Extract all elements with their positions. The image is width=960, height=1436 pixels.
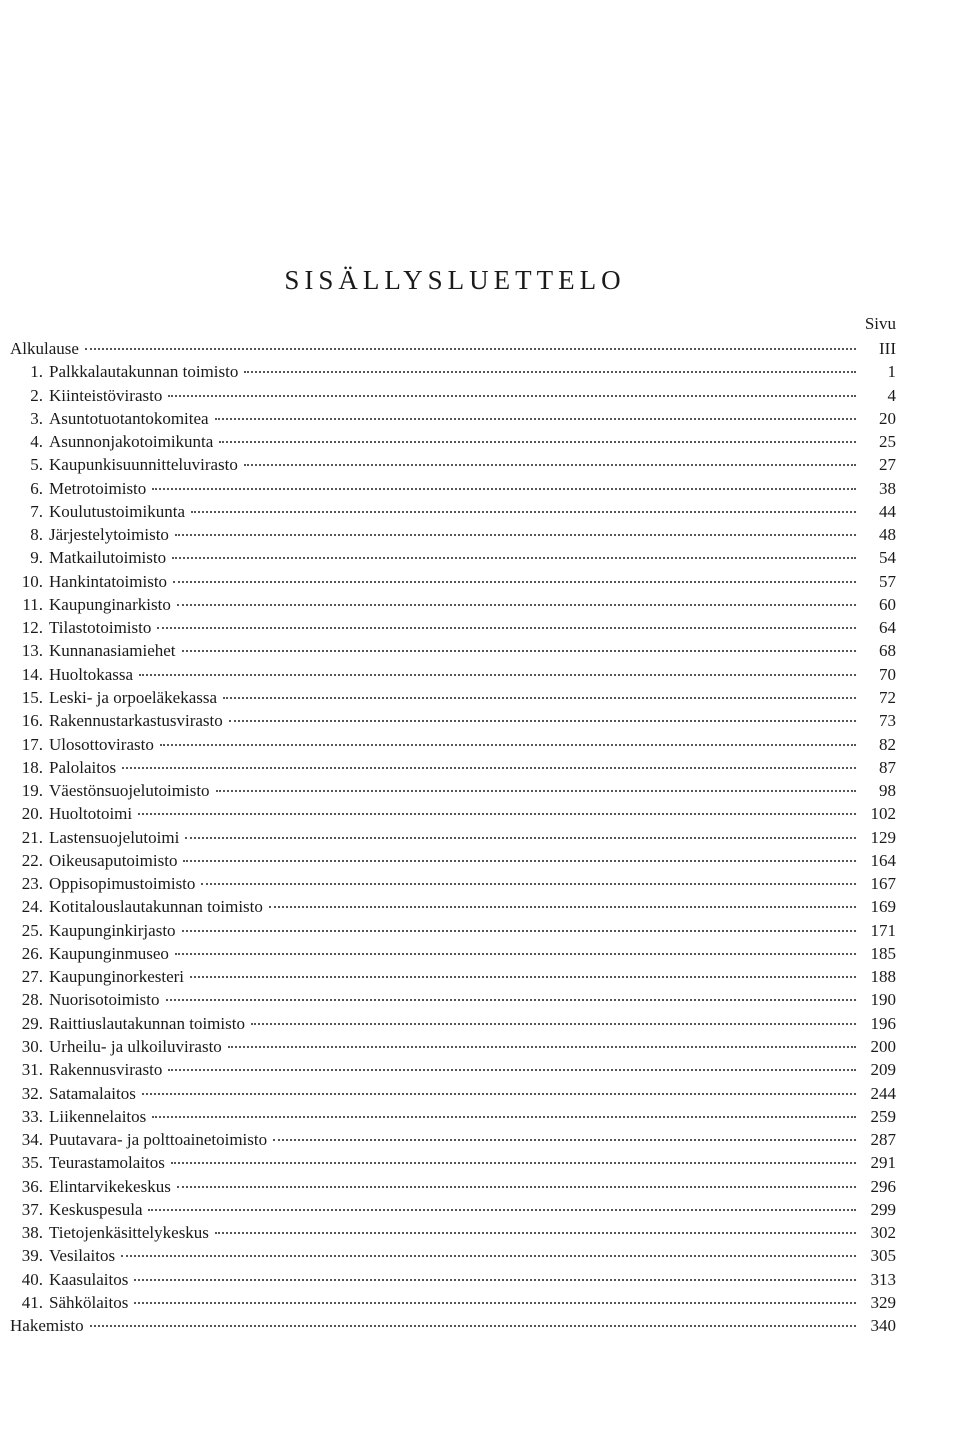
toc-entry-label: Kaasulaitos [49,1269,129,1289]
toc-entry-label: Väestönsuojelutoimisto [49,781,210,801]
dot-leader [201,883,856,885]
dot-leader [152,488,856,490]
toc-entry [10,802,896,825]
toc-entry-page-number: 287 [870,1130,896,1150]
toc-entry-page-number: 296 [870,1176,896,1196]
dot-leader [219,441,856,443]
page-title: SISÄLLYSLUETTELO [284,265,626,295]
dot-leader [183,860,856,862]
toc-entry-number: 29. [21,1013,43,1033]
toc-entry-page-number: 313 [870,1269,896,1289]
toc-entry-label: Oppisopimustoimisto [49,874,196,894]
toc-entry [10,1244,896,1267]
toc-entry [10,430,896,453]
dot-leader [139,674,856,676]
toc-entry-number: 1. [30,362,43,382]
toc-entry-label: Kiinteistövirasto [49,385,163,405]
toc-entry [10,1035,896,1058]
toc-entry-page-number: 64 [879,618,896,638]
toc-entry-label: Huoltotoimi [49,804,133,824]
toc-entry-number: 30. [21,1036,43,1056]
toc-entry-page-number: 329 [870,1292,896,1312]
toc-entry-label: Rakennustarkastusvirasto [49,711,223,731]
toc-entry [10,895,896,918]
toc-entry [10,1012,896,1035]
toc-entry-page-number: 54 [879,548,896,568]
toc-entry-number: 28. [21,990,43,1010]
toc-entry [10,826,896,849]
toc-entry-number: 19. [21,781,43,801]
toc-entry-number: 37. [21,1199,43,1219]
toc-entry-label: Asuntotuotantokomitea [49,408,209,428]
toc-entry-label: Keskuspesula [49,1199,143,1219]
dot-leader [134,1302,856,1304]
toc-entry-number: 8. [30,525,43,545]
toc-entry [10,1105,896,1128]
toc-entry-page-number: III [879,339,896,358]
toc-entry-page-number: 167 [870,874,896,894]
toc-entry [10,709,896,732]
toc-entry-label: Satamalaitos [49,1083,136,1103]
toc-entry-number: 21. [21,827,43,847]
toc-entry-label: Oikeusaputoimisto [49,850,178,870]
toc-entry [10,1291,896,1314]
dot-leader [152,1116,856,1118]
toc-entry-label: Sähkölaitos [49,1292,129,1312]
toc-entry-number: 24. [21,897,43,917]
toc-entry-label: Hankintatoimisto [49,571,168,591]
dot-leader [190,976,856,978]
dot-leader [223,697,856,699]
toc-entry-number: 31. [21,1060,43,1080]
toc-entry-page-number: 87 [879,757,896,777]
toc-entry-label: Lastensuojelutoimi [49,827,180,847]
dot-leader [177,604,856,606]
toc-entry [10,570,896,593]
toc-entry-label: Rakennusvirasto [49,1060,163,1080]
toc-entry [10,593,896,616]
toc-entry-page-number: 185 [870,943,896,963]
toc-entry-page-number: 200 [870,1036,896,1056]
toc-entry [10,1128,896,1151]
toc-entry-page-number: 209 [870,1060,896,1080]
toc-entry-number: 18. [21,757,43,777]
toc-entry-label: Kaupunginmuseo [49,943,169,963]
toc-entry [10,756,896,779]
toc-entry-number: 36. [21,1176,43,1196]
toc-entry [10,500,896,523]
toc-entry-page-number: 60 [879,594,896,614]
dot-leader [142,1093,856,1095]
toc-entry [10,1175,896,1198]
toc-entry-page-number: 196 [870,1013,896,1033]
toc-entry-label: Nuorisotoimisto [49,990,160,1010]
dot-leader [228,1046,856,1048]
toc-entry [10,453,896,476]
toc-entry-page-number: 44 [879,501,896,521]
toc-entry-number: 25. [21,920,43,940]
toc-entry-page-number: 73 [879,711,896,731]
toc-entry-label: Liikennelaitos [49,1106,147,1126]
dot-leader [171,1162,856,1164]
dot-leader [172,557,856,559]
toc-entry-label: Hakemisto [10,1316,84,1336]
toc-entry-page-number: 102 [870,804,896,824]
toc-entry-number: 27. [21,967,43,987]
toc-entry-label: Alkulause [10,339,79,358]
toc-entry [10,1151,896,1174]
toc-entry-page-number: 299 [870,1199,896,1219]
toc-entry-number: 13. [21,641,43,661]
toc-entry [10,407,896,430]
toc-entry-number: 23. [21,874,43,894]
toc-entry-page-number: 305 [870,1246,896,1266]
toc-entry-number: 15. [21,687,43,707]
toc-entry-number: 22. [21,850,43,870]
toc-entry [10,919,896,942]
toc-entry-number: 5. [30,455,43,475]
toc-entry-page-number: 291 [870,1153,896,1173]
dot-leader [216,790,856,792]
toc-entry-number: 10. [21,571,43,591]
toc-entry-page-number: 70 [879,664,896,684]
toc-entry-number: 32. [21,1083,43,1103]
toc-entry-number: 11. [22,594,43,614]
toc-entry-page-number: 72 [879,687,896,707]
toc-entry [10,384,896,407]
toc-entry-label: Kunnanasiamiehet [49,641,176,661]
toc-entry [10,779,896,802]
dot-leader [191,511,856,513]
toc-entry [10,1082,896,1105]
toc-entry-number: 9. [30,548,43,568]
toc-entry-page-number: 171 [870,920,896,940]
toc-entry-page-number: 4 [887,385,896,405]
toc-entry-page-number: 48 [879,525,896,545]
toc-entry-label: Vesilaitos [49,1246,116,1266]
toc-entry-page-number: 302 [870,1223,896,1243]
toc-entry-page-number: 68 [879,641,896,661]
toc-entry-page-number: 164 [870,850,896,870]
toc-entry-number: 33. [21,1106,43,1126]
toc-entry-label: Metrotoimisto [49,478,147,498]
toc-entry [10,1268,896,1291]
toc-entry-label: Kaupunginkirjasto [49,920,176,940]
dot-leader [175,534,856,536]
toc-entry-label: Kaupunginarkisto [49,594,171,614]
toc-entry-label: Asunnonjakotoimikunta [49,432,214,452]
toc-entry [10,477,896,500]
table-of-contents [10,337,896,1337]
page-column-header: Sivu [864,314,896,333]
toc-entry-number: 12. [21,618,43,638]
toc-entry-label: Ulosottovirasto [49,734,154,754]
dot-leader [168,1069,856,1071]
toc-entry-label: Koulutustoimikunta [49,501,185,521]
toc-entry [10,523,896,546]
dot-leader [175,953,856,955]
toc-entry [10,965,896,988]
dot-leader [138,813,856,815]
dot-leader [134,1279,856,1281]
dot-leader [215,1232,856,1234]
dot-leader [85,348,856,350]
toc-entry [10,942,896,965]
toc-entry-label: Palolaitos [49,757,117,777]
dot-leader [148,1209,856,1211]
dot-leader [185,837,856,839]
toc-entry-page-number: 38 [879,478,896,498]
toc-entry [10,988,896,1011]
toc-entry-label: Elintarvikekeskus [49,1176,171,1196]
toc-entry-page-number: 244 [870,1083,896,1103]
toc-entry-label: Tilastotoimisto [49,618,152,638]
toc-entry-label: Teurastamolaitos [49,1153,165,1173]
dot-leader [229,720,856,722]
toc-entry-page-number: 25 [879,432,896,452]
toc-entry-label: Raittiuslautakunnan toimisto [49,1013,245,1033]
dot-leader [244,371,856,373]
toc-entry-label: Leski- ja orpoeläkekassa [49,687,218,707]
toc-entry [10,733,896,756]
dot-leader [215,418,856,420]
toc-entry-page-number: 188 [870,967,896,987]
toc-entry-label: Palkkalautakunnan toimisto [49,362,239,382]
toc-entry [10,546,896,569]
toc-entry-number: 34. [21,1130,43,1150]
dot-leader [121,1255,856,1257]
toc-entry [10,1221,896,1244]
toc-entry-number: 41. [21,1292,43,1312]
toc-entry-number: 40. [21,1269,43,1289]
toc-entry-page-number: 57 [879,571,896,591]
dot-leader [160,744,856,746]
toc-entry-page-number: 340 [870,1316,896,1336]
toc-entry [10,1198,896,1221]
toc-entry-page-number: 129 [870,827,896,847]
dot-leader [244,464,856,466]
dot-leader [157,627,856,629]
dot-leader [251,1023,856,1025]
toc-entry-number: 6. [30,478,43,498]
dot-leader [177,1186,856,1188]
toc-entry-page-number: 27 [879,455,896,475]
toc-entry-number: 38. [21,1223,43,1243]
dot-leader [168,395,856,397]
toc-entry-number: 4. [30,432,43,452]
toc-entry [10,639,896,662]
dot-leader [182,650,856,652]
toc-entry [10,360,896,383]
toc-entry-page-number: 82 [879,734,896,754]
toc-entry-number: 17. [21,734,43,754]
toc-entry-label: Kaupunginorkesteri [49,967,185,987]
dot-leader [90,1325,856,1327]
dot-leader [166,999,856,1001]
dot-leader [182,930,856,932]
toc-entry-label: Kotitalouslautakunnan toimisto [49,897,263,917]
toc-entry-label: Puutavara- ja polttoainetoimisto [49,1130,268,1150]
toc-entry-number: 16. [21,711,43,731]
dot-leader [269,906,856,908]
toc-entry [10,849,896,872]
toc-entry-number: 26. [21,943,43,963]
toc-entry [10,872,896,895]
toc-entry-number: 2. [30,385,43,405]
toc-entry-number: 20. [21,804,43,824]
toc-entry [10,616,896,639]
toc-entry [10,1058,896,1081]
toc-entry-label: Urheilu- ja ulkoiluvirasto [49,1036,222,1056]
toc-entry-page-number: 98 [879,781,896,801]
dot-leader [273,1139,856,1141]
toc-entry-page-number: 169 [870,897,896,917]
toc-entry-number: 39. [21,1246,43,1266]
toc-entry-page-number: 259 [870,1106,896,1126]
toc-entry-label: Tietojenkäsittelykeskus [49,1223,209,1243]
dot-leader [173,581,856,583]
toc-entry-number: 35. [21,1153,43,1173]
toc-entry-number: 7. [30,501,43,521]
toc-entry-number: 14. [21,664,43,684]
dot-leader [122,767,856,769]
toc-entry-label: Järjestelytoimisto [49,525,169,545]
toc-entry-number: 3. [30,408,43,428]
toc-entry-page-number: 20 [879,408,896,428]
toc-entry [10,663,896,686]
toc-entry [10,686,896,709]
toc-entry [10,337,896,360]
toc-entry [10,1314,896,1337]
toc-entry-label: Matkailutoimisto [49,548,167,568]
toc-entry-label: Kaupunkisuunnitteluvirasto [49,455,238,475]
toc-entry-page-number: 1 [887,362,896,382]
toc-entry-label: Huoltokassa [49,664,134,684]
toc-entry-page-number: 190 [870,990,896,1010]
